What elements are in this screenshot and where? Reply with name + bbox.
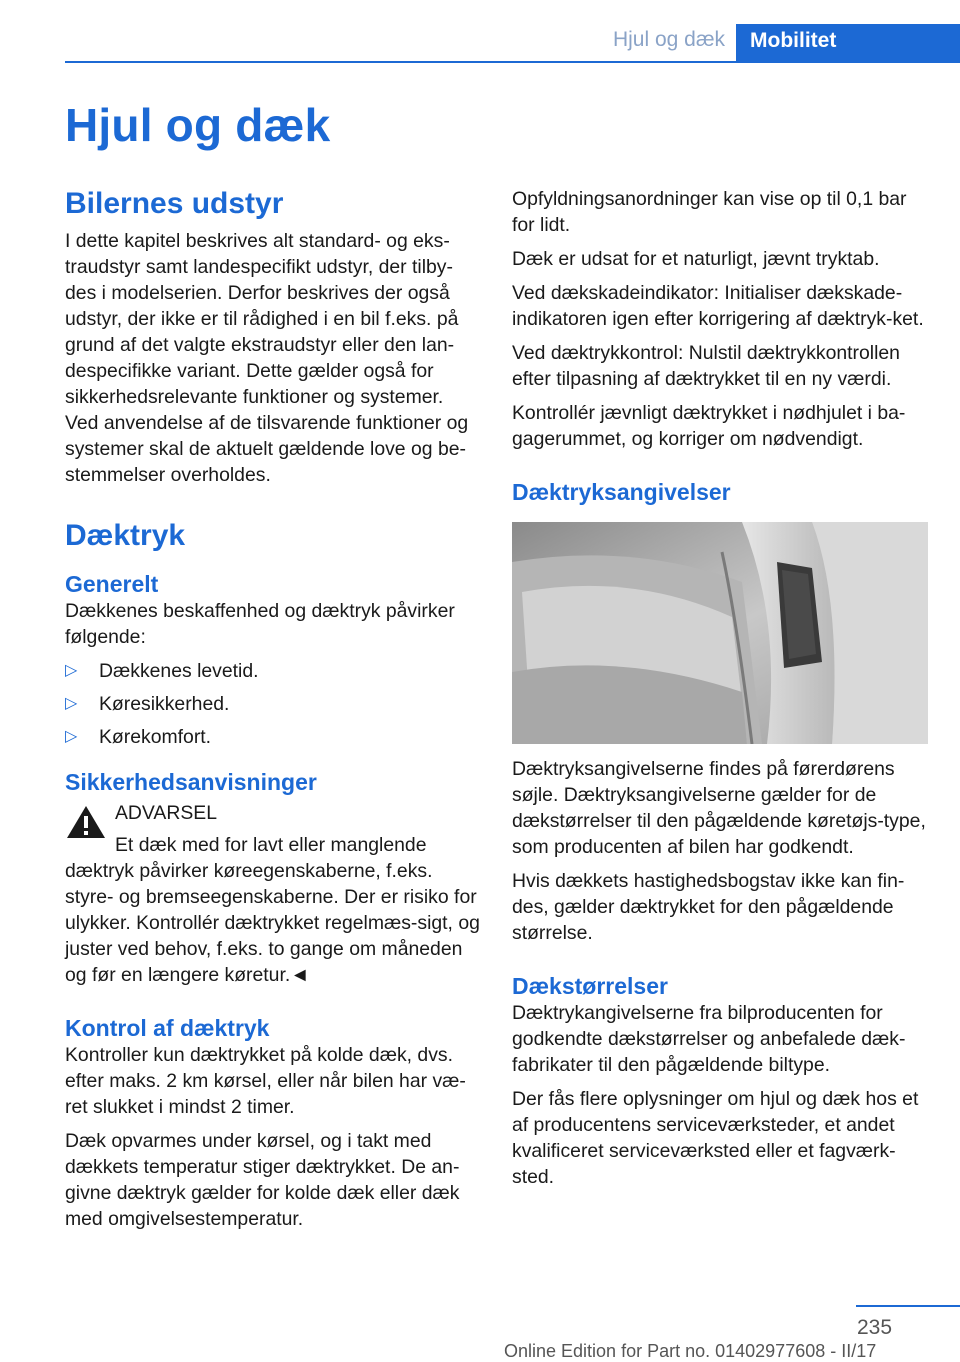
list-item: ▷ Dækkenes levetid. [65, 660, 259, 682]
heading-safety: Sikkerhedsanvisninger [65, 769, 317, 795]
paragraph-pressure-monitor: Ved dæktrykkontrol: Nulstil dæktrykkontrollen efter tilpasning af dæktrykket til en ny værdi. [512, 342, 900, 390]
paragraph-speed-letter: Hvis dækkets hastighedsbogstav ikke kan fin-des, gælder dæktrykket for den pågældende størrelse. [512, 870, 905, 944]
heading-tire-sizes: Dækstørrelser [512, 973, 668, 999]
paragraph-general: Dækkenes beskaffenhed og dæktryk påvirker følgende: [65, 600, 455, 648]
header-section-label: Hjul og dæk [612, 28, 726, 51]
heading-pressure-check: Kontrol af dæktryk [65, 1015, 270, 1041]
paragraph-damage-indicator: Ved dækskadeindikator: Initialiser dækskade-indikatoren igen efter korrigering af dæktryk-ket. [512, 282, 924, 330]
warning-triangle-icon [65, 804, 107, 840]
page-title: Hjul og dæk [65, 99, 331, 151]
heading-pressure-specs: Dæktryksangivelser [512, 479, 731, 505]
paragraph-sizes-1: Dæktrykangivelserne fra bilproducenten for godkendte dækstørrelser og anbefalede dæk-fabrikater til den pågældende biltype. [512, 1002, 906, 1076]
list-item: ▷ Kørekomfort. [65, 726, 212, 748]
effects-list [65, 658, 480, 750]
triangle-right-icon: ▷ [65, 695, 78, 712]
warning-label: ADVARSEL [115, 802, 218, 824]
paragraph-equipment: I dette kapitel beskrives alt standard- og eks-traudstyr samt landespecifikt udstyr, der tilby-des i modelserien. Derfor beskrives der også udstyr, der ikke er til rådighed i en bil f.eks. på grund af det valgte ekstraudstyr eller den lan-despecifikke variant. Dette gælder også for sikkerhedsrelevante funktioner og systemer. Ved anvendelse af de tilsvarende funktioner og systemer skal de aktuelt gældende love og be-stemmelser overholdes. [65, 230, 469, 486]
paragraph-check-1: Kontroller kun dæktrykket på kolde dæk, dvs. efter maks. 2 km kørsel, eller når bilen har væ-ret slukket i mindst 2 timer. [65, 1044, 466, 1118]
paragraph-pressure-loss: Dæk er udsat for et naturligt, jævnt tryktab. [512, 248, 880, 270]
paragraph-sizes-2: Der fås flere oplysninger om hjul og dæk hos et af producentens serviceværksteder, et andet kvalificeret serviceværksted eller et fagværk-sted. [512, 1088, 919, 1188]
triangle-right-icon: ▷ [65, 728, 78, 745]
heading-general: Generelt [65, 571, 159, 597]
warning-block [65, 800, 480, 826]
paragraph-filling-devices: Opfyldningsanordninger kan vise op til 0,1 bar for lidt. [512, 188, 907, 236]
paragraph-check-2: Dæk opvarmes under kørsel, og i takt med dækkets temperatur stiger dæktrykket. De an-givne dæktryk gælder for kolde dæk eller dæk med omgivelsestemperatur. [65, 1130, 460, 1230]
list-item: ▷ Køresikkerhed. [65, 693, 230, 715]
page-number: 235 [857, 1316, 893, 1339]
heading-tire-pressure: Dæktryk [65, 519, 186, 552]
heading-equipment: Bilernes udstyr [65, 187, 284, 220]
door-pillar-sticker-photo [512, 522, 928, 744]
footer-rule [856, 1305, 960, 1307]
paragraph-spare-wheel: Kontrollér jævnligt dæktrykket i nødhjulet i ba-gagerummet, og korriger om nødvendigt. [512, 402, 906, 450]
header-chapter-tab: Mobilitet [736, 24, 960, 63]
right-column [512, 186, 927, 1198]
edition-note: Online Edition for Part no. 01402977608 - II/17 [504, 1341, 877, 1361]
left-column [65, 186, 480, 1240]
header-rule [65, 61, 960, 63]
warning-text: Et dæk med for lavt eller manglende dæktryk påvirker køreegenskaberne, f.eks. styre- og bremseegenskaberne. Der er risiko for ulykker. Kontrollér dæktrykket regelmæs-sigt, og juster ved behov, f.eks. to gange om måneden og før en længere køretur.◄ [65, 834, 480, 986]
paragraph-specs-location: Dæktryksangivelserne findes på førerdørens søjle. Dæktryksangivelserne gælder for de dækstørrelser til den pågældende køretøjs-type, som producenten af bilen har godkendt. [512, 758, 926, 858]
triangle-right-icon: ▷ [65, 662, 78, 679]
